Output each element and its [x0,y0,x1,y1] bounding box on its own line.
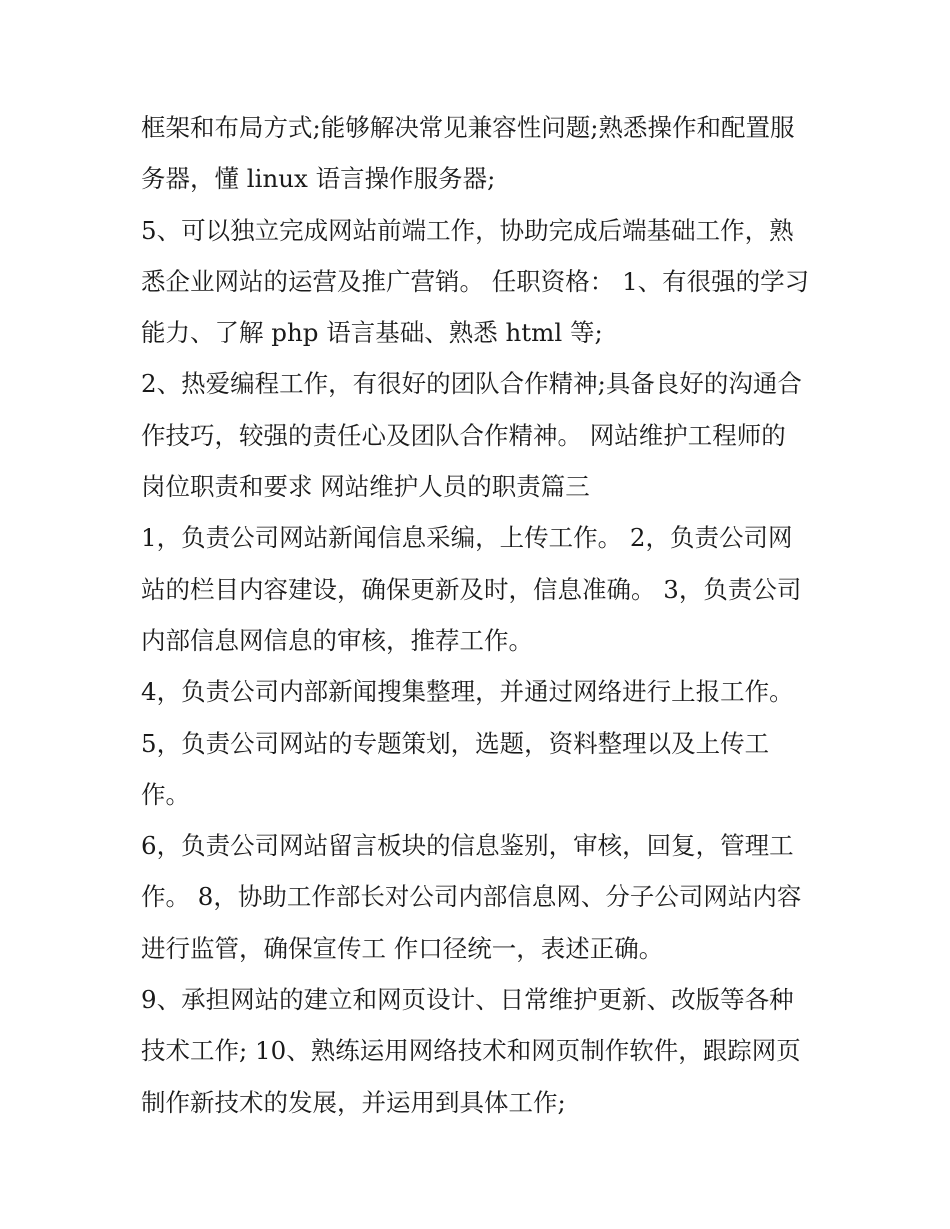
text-line: 能力、了解 php 语言基础、熟悉 html 等; [141,318,603,348]
text-line: 岗位职责和要求 网站维护人员的职责篇三 [141,472,590,502]
text-line: 框架和布局方式;能够解决常见兼容性问题;熟悉操作和配置服 [141,113,795,142]
text-line: 5、可以独立完成网站前端工作，协助完成后端基础工作，熟 [141,215,794,245]
text-line: 1，负责公司网站新闻信息采编，上传工作。 2，负责公司网 [141,523,793,553]
text-line: 2、热爱编程工作，有很好的团队合作精神;具备良好的沟通合 [141,369,802,399]
text-line: 制作新技术的发展，并运用到具体工作; [141,1087,566,1117]
text-line: 5，负责公司网站的专题策划，选题，资料整理以及上传工 [141,728,770,758]
text-line: 站的栏目内容建设，确保更新及时，信息准确。 3，负责公司 [141,574,802,604]
text-line: 作。 [141,779,190,809]
text-line: 进行监管，确保宣传工 作口径统一，表述正确。 [141,933,664,963]
document-body [141,102,821,1128]
text-line: 4，负责公司内部新闻搜集整理，并通过网络进行上报工作。 [141,677,794,707]
text-line: 务器，懂 linux 语言操作服务器; [141,164,496,194]
text-line: 作技巧，较强的责任心及团队合作精神。 网站维护工程师的 [141,420,786,450]
text-line: 6，负责公司网站留言板块的信息鉴别，审核，回复，管理工 [141,831,794,861]
text-line: 作。 8，协助工作部长对公司内部信息网、分子公司网站内容 [141,882,802,912]
text-line: 悉企业网站的运营及推广营销。 任职资格： 1、有很强的学习 [141,266,810,296]
text-line: 9、承担网站的建立和网页设计、日常维护更新、改版等各种 [141,985,794,1015]
text-line: 技术工作; 10、熟练运用网络技术和网页制作软件，跟踪网页 [141,1036,801,1066]
text-line: 内部信息网信息的审核，推荐工作。 [141,625,533,655]
